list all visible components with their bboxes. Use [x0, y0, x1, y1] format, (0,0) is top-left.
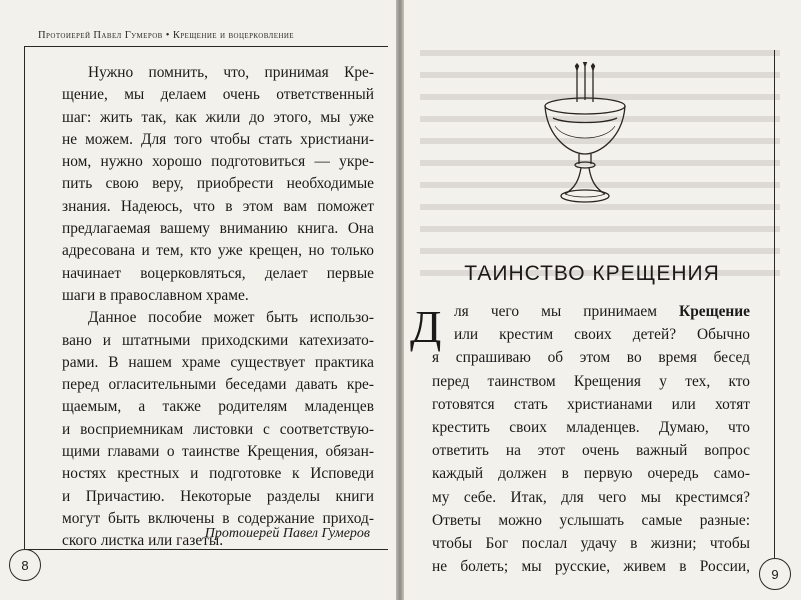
- header-rule: [24, 46, 388, 47]
- page-number-left: 8: [9, 549, 41, 581]
- text-line: чтобы Бог послал удачу в жизни; чтобы: [432, 535, 750, 553]
- text-line: [432, 300, 750, 323]
- text-line: начинает воцерковляться, делает первые: [62, 264, 374, 282]
- page-number-right: 9: [759, 558, 791, 590]
- text-line: Данное пособие может быть использо-: [88, 309, 374, 327]
- text-line: готовятся стать христианами или хотят: [432, 395, 750, 413]
- text-line: ном, нужно хорошо подготовиться — укре-: [62, 153, 374, 171]
- text-line: предлагаемая вашему вниманию книга. Она: [62, 220, 374, 238]
- left-body-text: [62, 62, 374, 553]
- text-line: щими главами о таинстве Крещения, обязан-: [62, 443, 374, 461]
- text-fragment: ля чего мы принимаем: [454, 303, 680, 320]
- text-line: не можем. Для того чтобы стать христиани-: [62, 130, 374, 148]
- right-body-text: [432, 300, 750, 578]
- text-line: я спрашиваю об этом во время бесед: [432, 349, 750, 367]
- text-line: щение, мы делаем очень ответственный: [62, 86, 374, 104]
- text-line: адресована и тем, кто уже крещен, но только: [62, 242, 374, 260]
- text-line: пить свою веру, приобрести необходимые: [62, 175, 374, 193]
- text-line: перед огласительными беседами давать кре-: [62, 376, 374, 394]
- text-line: и Причастию. Некоторые разделы книги: [62, 487, 374, 505]
- bold-term: Крещение: [679, 303, 750, 320]
- right-side-rule: [774, 50, 775, 558]
- text-line: Нужно помнить, что, принимая Кре-: [88, 64, 374, 81]
- author-signature: Протоиерей Павел Гумеров: [204, 526, 370, 541]
- text-line: перед таинством Крещения у тех, кто: [432, 372, 750, 390]
- text-line: ответить на этот очень важный вопрос: [432, 442, 750, 460]
- text-line: му себе. Итак, для чего мы крестимся?: [432, 488, 750, 506]
- text-line: могут быть включены в содержание приход-: [62, 509, 374, 527]
- text-line: вано и штатными приходскими катехизато-: [62, 331, 374, 349]
- text-line: щаемым, а также родителям младенцев: [62, 398, 374, 416]
- book-gutter: [396, 0, 404, 600]
- text-line: знания. Надеюсь, что в этом вам поможет: [62, 197, 374, 215]
- text-line: крестить своих младенцев. Думаю, что: [432, 419, 750, 437]
- text-line: не болеть; мы русские, живем в России,: [432, 558, 750, 576]
- text-line: шаг: жить так, как жили до этого, мы уже: [62, 108, 374, 126]
- text-line: каждый должен в первую очередь само-: [432, 465, 750, 483]
- running-header: Протоиерей Павел Гумеров • Крещение и воцерковление: [38, 30, 294, 41]
- text-line: и восприемникам листовки с соответствую-: [62, 420, 374, 438]
- text-line: ского листка или газеты.: [62, 532, 224, 550]
- drop-cap: Д: [410, 301, 442, 352]
- section-title: ТАИНСТВО КРЕЩЕНИЯ: [464, 262, 720, 285]
- text-line: Ответы можно услышать самые разные:: [432, 511, 750, 529]
- text-line: или крестим своих детей? Обычно: [454, 326, 750, 344]
- text-line: рами. В нашем храме существует практика: [62, 353, 374, 371]
- text-line: ностях крестных и подготовке к Исповеди: [62, 465, 374, 483]
- left-side-rule: [24, 46, 25, 549]
- baptismal-font-with-candles-icon: [535, 62, 635, 212]
- text-line: шаги в православном храме.: [62, 286, 249, 304]
